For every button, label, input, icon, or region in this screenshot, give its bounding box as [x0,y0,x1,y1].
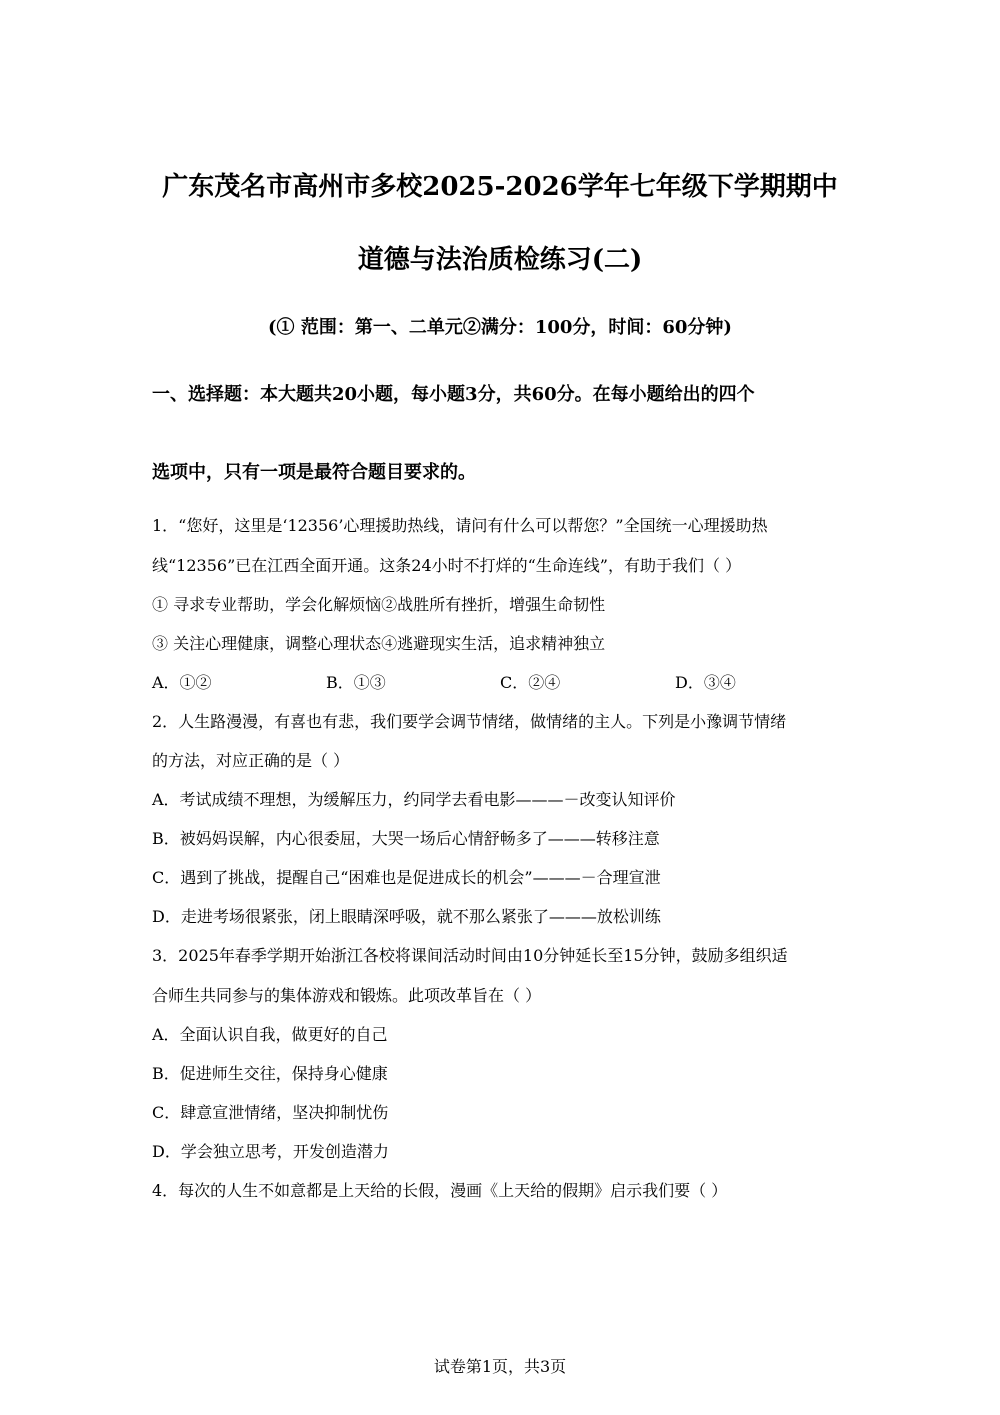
q2-option-b: B．被妈妈误解，内心很委屈，大哭一场后心情舒畅多了———转移注意 [152,829,660,848]
q2-option-c: C．遇到了挑战，提醒自己“困难也是促进成长的机会”———－合理宣泄 [152,868,661,887]
exam-info: (① 范围：第一、二单元②满分：100分，时间：60分钟) [268,317,732,338]
q1-stem-line-2: 线“12356”已在江西全面开通。这条24小时不打烊的“生命连线”，有助于我们（ ） [152,556,742,575]
q1-option-a: A．①② [152,673,212,692]
q3-stem-line-2: 合师生共同参与的集体游戏和锻炼。此项改革旨在（ ） [152,986,542,1005]
document-title-line-1: 广东茂名市高州市多校2025-2026学年七年级下学期期中 [162,172,838,202]
q2-option-a: A．考试成绩不理想，为缓解压力，约同学去看电影———－改变认知评价 [152,790,676,809]
q3-option-a: A．全面认识自我，做更好的自己 [152,1025,388,1044]
document-title-line-2: 道德与法治质检练习(二) [357,245,643,275]
q1-option-c: C．②④ [500,673,561,692]
q2-option-d: D．走进考场很紧张，闭上眼睛深呼吸，就不那么紧张了———放松训练 [152,907,661,926]
q1-statement-2: ③ 关注心理健康，调整心理状态④逃避现实生活，追求精神独立 [152,634,606,653]
q1-option-d: D．③④ [675,673,736,692]
q1-option-b: B．①③ [326,673,386,692]
page-footer: 试卷第1页，共3页 [433,1357,567,1376]
q2-stem-line-1: 2．人生路漫漫，有喜也有悲，我们要学会调节情绪，做情绪的主人。下列是小豫调节情绪 [152,712,787,731]
q3-option-c: C．肆意宣泄情绪，坚决抑制忧伤 [152,1103,389,1122]
q1-statement-1: ① 寻求专业帮助，学会化解烦恼②战胜所有挫折，增强生命韧性 [152,595,606,614]
q1-stem-line-1: 1．“您好，这里是‘12356’心理援助热线，请问有什么可以帮您？”全国统一心理援助热 [152,516,768,535]
section-heading-line-2: 选项中，只有一项是最符合题目要求的。 [152,462,476,483]
q2-stem-line-2: 的方法，对应正确的是（ ） [152,751,350,770]
q3-option-b: B．促进师生交往，保持身心健康 [152,1064,388,1083]
q3-stem-line-1: 3．2025年春季学期开始浙江各校将课间活动时间由10分钟延长至15分钟，鼓励多组织适 [152,946,788,965]
q4-stem-line-1: 4．每次的人生不如意都是上天给的长假，漫画《上天给的假期》启示我们要（ ） [152,1181,728,1200]
q3-option-d: D．学会独立思考，开发创造潜力 [152,1142,389,1161]
section-heading-line-1: 一、选择题：本大题共20小题，每小题3分，共60分。在每小题给出的四个 [152,384,755,405]
